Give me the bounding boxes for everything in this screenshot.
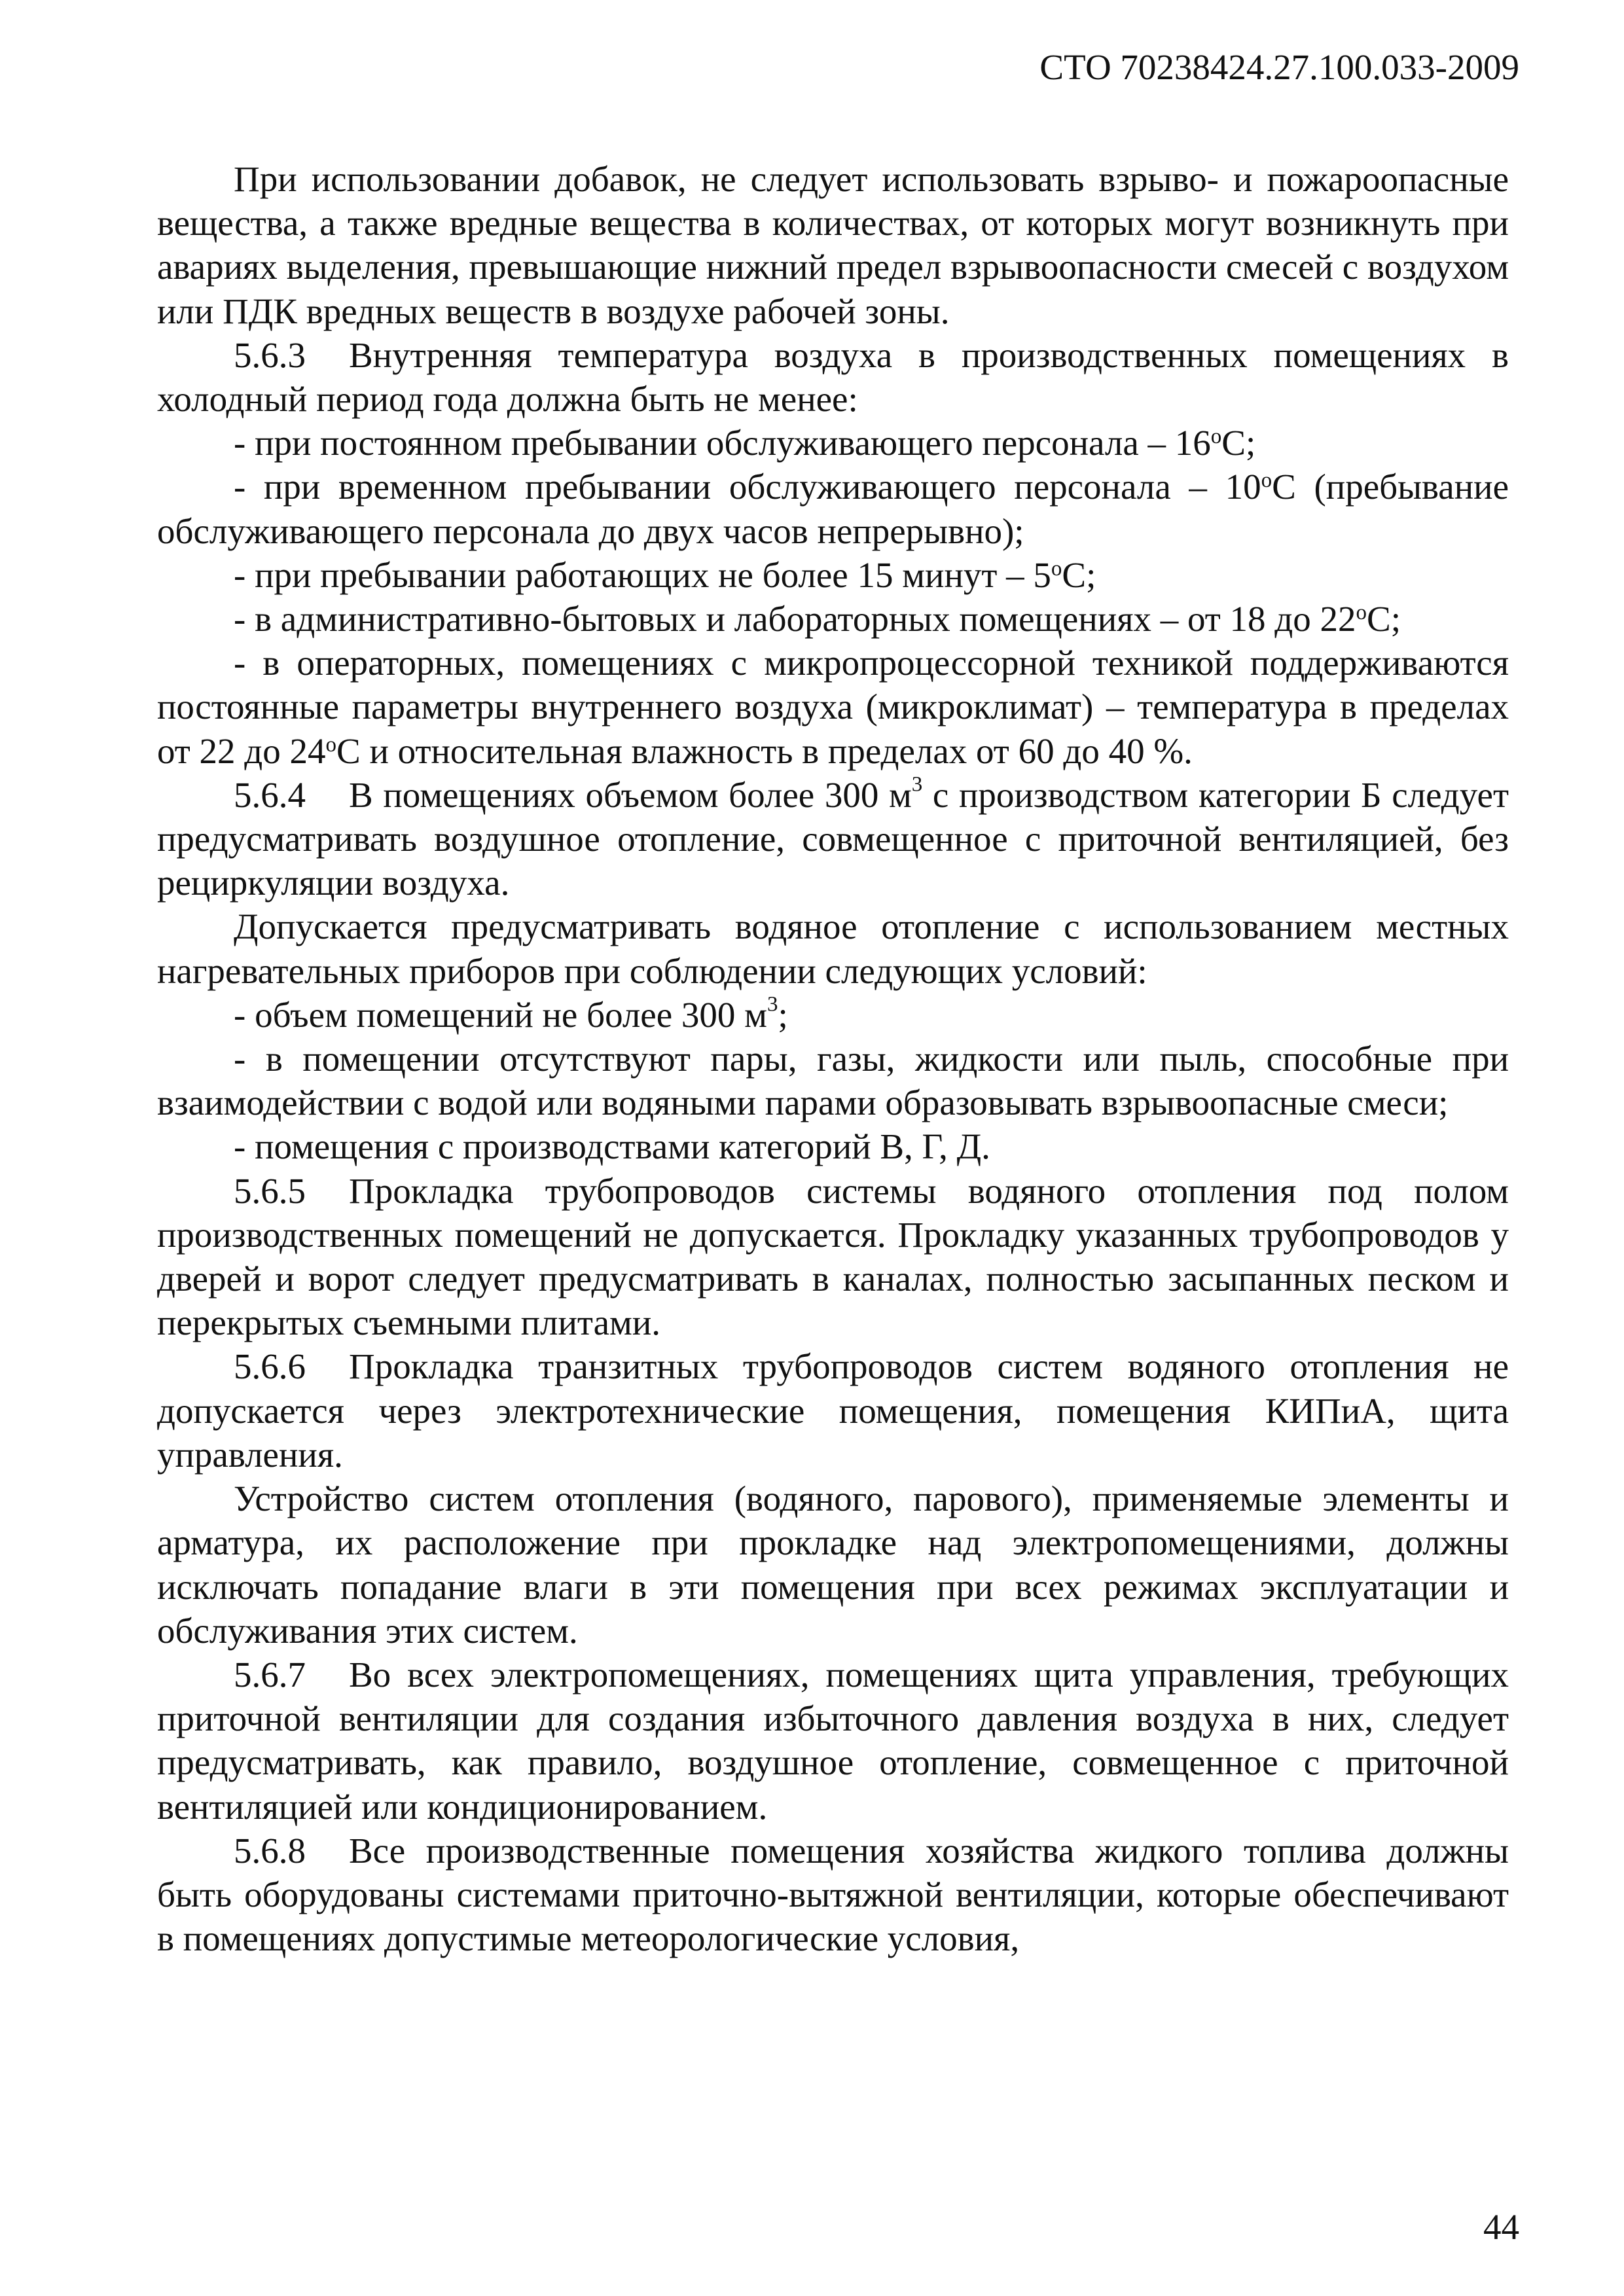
list-item-text: - объем помещений не более 300 м bbox=[234, 994, 767, 1035]
list-item bbox=[157, 993, 1509, 1037]
clause-number: 5.6.7 bbox=[234, 1654, 306, 1695]
list-item bbox=[157, 465, 1509, 552]
list-item-end: С; bbox=[1367, 599, 1401, 639]
list-item-text: - в административно-бытовых и лабораторных помещениях – от 18 до 22 bbox=[234, 599, 1356, 639]
clause-text: В помещениях объемом более 300 м bbox=[349, 774, 912, 815]
clause-text: Во всех электропомещениях, помещениях щита управления, требующих приточной вентиляции для создания избыточного давления воздуха в них, следует предусматривать, как правило, воздушное отопление, совмещенное с приточной вентиляцией или кондиционированием. bbox=[157, 1654, 1509, 1827]
clause-number: 5.6.4 bbox=[234, 774, 306, 815]
superscript: 3 bbox=[911, 772, 923, 797]
clause-5-6-5 bbox=[157, 1169, 1509, 1345]
clause-text: Прокладка транзитных трубопроводов систем водяного отопления не допускается через электротехнические помещения, помещения КИПиА, щита управления. bbox=[157, 1346, 1509, 1475]
list-item-text: - при пребывании работающих не более 15 минут – 5 bbox=[234, 554, 1051, 595]
list-item-end: С и относительная влажность в пределах от 60 до 40 %. bbox=[336, 730, 1193, 771]
clause-text-end: с производством категории Б следует предусматривать воздушное отопление, совмещенное с приточной вентиляцией, без рециркуляции воздуха. bbox=[157, 774, 1509, 903]
clause-number: 5.6.5 bbox=[234, 1170, 306, 1211]
document-header: СТО 70238424.27.100.033-2009 bbox=[1039, 47, 1519, 87]
paragraph: Устройство систем отопления (водяного, парового), применяемые элементы и арматура, их расположение при прокладке над электропомещениями, должны исключать попадание влаги в эти помещения при всех режимах эксплуатации и обслуживания этих систем. bbox=[157, 1479, 1509, 1651]
list-item-end: С; bbox=[1221, 423, 1256, 463]
clause-number: 5.6.8 bbox=[234, 1830, 306, 1871]
list-item bbox=[157, 421, 1509, 465]
list-item: - помещения с производствами категорий В, Г, Д. bbox=[234, 1126, 990, 1167]
clause-text: Все производственные помещения хозяйства жидкого топлива должны быть оборудованы системами приточно-вытяжной вентиляции, которые обеспечивают в помещениях допустимые метеорологические условия, bbox=[157, 1830, 1509, 1959]
degree-mark: о bbox=[1261, 469, 1272, 493]
document-body bbox=[157, 157, 1509, 1960]
degree-mark: о bbox=[1210, 425, 1222, 449]
paragraph: Допускается предусматривать водяное отопление с использованием местных нагревательных приборов при соблюдении следующих условий: bbox=[157, 906, 1509, 991]
clause-5-6-3 bbox=[157, 333, 1509, 421]
list-item bbox=[157, 553, 1509, 597]
list-item bbox=[157, 597, 1509, 641]
page-number: 44 bbox=[1483, 2207, 1519, 2247]
clause-number: 5.6.3 bbox=[234, 334, 306, 375]
list-item-text: - в операторных, помещениях с микропроцессорной техникой поддерживаются постоянные параметры внутреннего воздуха (микроклимат) – температура в пределах от 22 до 24 bbox=[157, 643, 1509, 771]
list-item-text: - при временном пребывании обслуживающего персонала – 10 bbox=[234, 467, 1261, 507]
clause-text: Прокладка трубопроводов системы водяного отопления под полом производственных помещений не допускается. Прокладку указанных трубопроводов у дверей и ворот следует предусматривать в каналах, полностью засыпанных песком и перекрытых съемными плитами. bbox=[157, 1170, 1509, 1343]
list-item bbox=[157, 641, 1509, 773]
list-item-end: ; bbox=[778, 994, 788, 1035]
list-item-end: С; bbox=[1062, 554, 1096, 595]
list-item: - в помещении отсутствуют пары, газы, жидкости или пыль, способные при взаимодействии с водой или водяными парами образовывать взрывоопасные смеси; bbox=[157, 1039, 1509, 1123]
degree-mark: о bbox=[1051, 556, 1062, 581]
clause-5-6-8 bbox=[157, 1829, 1509, 1961]
clause-5-6-4 bbox=[157, 773, 1509, 905]
list-item-end: С (пребывание обслуживающего персонала до двух часов непрерывно); bbox=[157, 467, 1509, 551]
clause-text: Внутренняя температура воздуха в производственных помещениях в холодный период года должна быть не менее: bbox=[157, 334, 1509, 420]
clause-5-6-7 bbox=[157, 1653, 1509, 1829]
paragraph: При использовании добавок, не следует использовать взрыво- и пожароопасные вещества, а также вредные вещества в количествах, от которых могут возникнуть при авариях выделения, превышающие нижний предел взрывоопасности смесей с воздухом или ПДК вредных веществ в воздухе рабочей зоны. bbox=[157, 159, 1509, 331]
superscript: 3 bbox=[767, 992, 778, 1016]
clause-number: 5.6.6 bbox=[234, 1346, 306, 1387]
degree-mark: о bbox=[1356, 600, 1367, 624]
clause-5-6-6 bbox=[157, 1344, 1509, 1477]
degree-mark: о bbox=[325, 732, 337, 757]
list-item-text: - при постоянном пребывании обслуживающего персонала – 16 bbox=[234, 423, 1211, 463]
